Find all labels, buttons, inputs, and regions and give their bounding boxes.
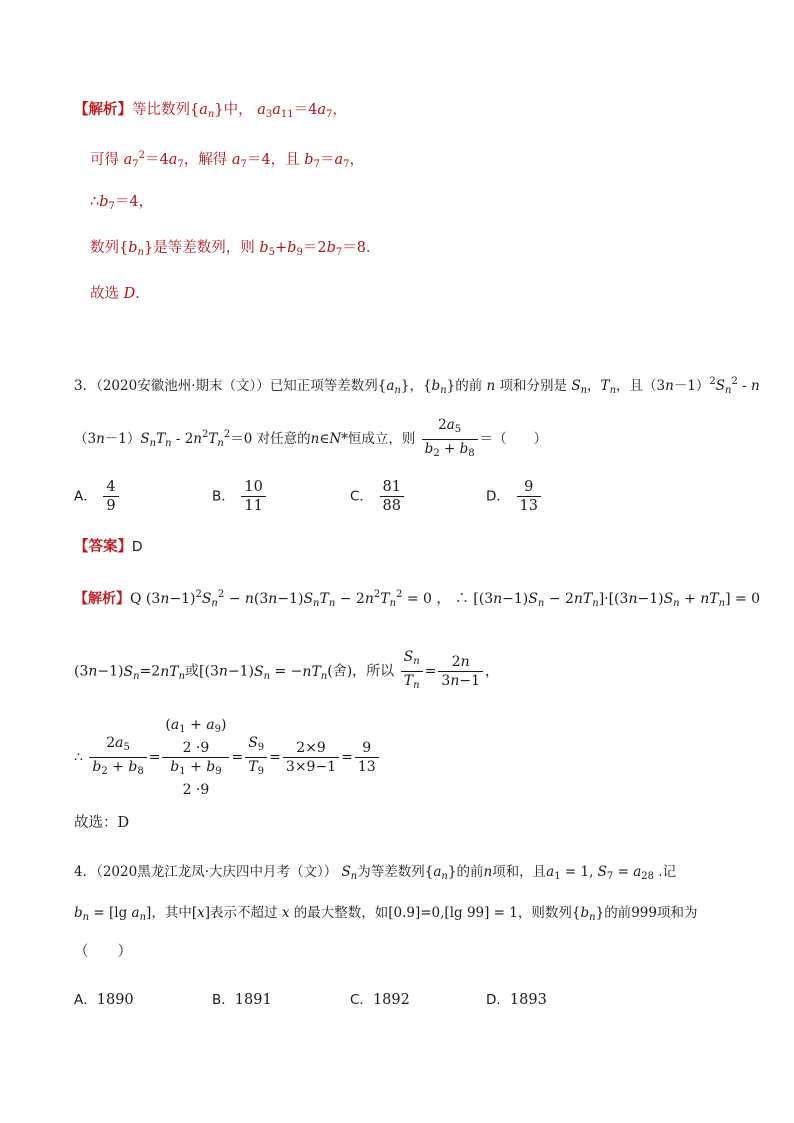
q3-analysis-line-1: 【解析】Q $(3n-1)^2S_n^2 - n(3n-1)S_nT_n - 2n^2T_n^2 = 0$ ， ∴ $[(3n-1)S_n - 2nT_n]\cdot[(3n-1)S_n + nT_n] = 0$: [74, 589, 761, 609]
q4-option-d[interactable]: D．1893: [486, 992, 547, 1008]
q3-answer: 【答案】D: [74, 539, 143, 555]
q3-stem-line-1: 3．（2020安徽池州·期末（文））已知正项等差数列$\{a_n\}$，$\{b_n\}$的前 n 项和分别是 $S_n$，$T_n$，且$(3n-1)^2S_n^2 - n$: [74, 376, 760, 396]
q3-stem-line-2: $(3n-1)S_nT_n - 2n^2T_n^2=0$ 对任意的n∈N*恒成立，则 $\frac{2a_5}{b_2 + b_8}$ ＝（ ）: [74, 416, 547, 463]
q3-analysis-line-2: $(3n-1)S_n=2nT_n$或[$(3n-1)S_n = -nT_n$(舍)，所以 $\frac{S_n}{T_n}$ = $\frac{2n}{3n-1}$ ，: [74, 649, 499, 691]
q4-option-c[interactable]: C．1892: [350, 992, 410, 1008]
q3-target-fraction: $\frac{2a_5}{b_2 + b_8}$: [422, 416, 478, 463]
q4-source: （2020黑龙江龙凤·大庆四中月考（文））: [96, 864, 338, 880]
q4-option-a[interactable]: A．1890: [74, 992, 134, 1008]
q3-option-a[interactable]: A． $\frac{4}{9}$: [74, 478, 121, 515]
q4-paren: （ ）: [74, 944, 132, 960]
solution-line-2: 可得 $a_7^2=4a_7$，解得 $a_7=4$，且 $b_7=a_7$，: [90, 150, 364, 170]
q4-number: 4．: [74, 864, 97, 880]
q3-option-b[interactable]: B． $\frac{10}{11}$: [212, 478, 268, 515]
solution-line-3: $\therefore b_7=4$，: [90, 194, 154, 212]
solution-line-4: 数列$\{b_n\}$是等差数列，则 $b_5+b_9=2b_7=8$．: [90, 240, 381, 258]
q3-conclusion: 故选：D: [74, 815, 130, 831]
q3-analysis-line-3: ∴ $\frac{2a_5}{b_2 + b_8}$ = $(a_1 + a_9)$ 2 ·9 $b_1 + b_9$ 2 ·9 = $\frac{S_9}{T_9}$ = $\frac{2\times 9}{3\times 9-1}$ = $\frac{9}{13}$: [74, 716, 381, 799]
solution-line-1: 【解析】等比数列$\{a_n\}$中， $a_3a_{11}=4a_7$，: [74, 102, 347, 120]
q4-stem-line-2: $b_n = [\lg$ $a_n$]，其中[x]表示不超过 x 的最大整数，如[0.9]=0,[lg 99] = 1，则数列$\{b_n\}$的前999项和为: [74, 905, 698, 923]
q4-stem-line-1: 4．（2020黑龙江龙凤·大庆四中月考（文）） $S_n$为等差数列$\{a_n\}$的前n项和，且$a_1 = 1$, $S_7 = a_{28}$ .记: [74, 864, 677, 882]
q3-option-d[interactable]: D． $\frac{9}{13}$: [486, 478, 543, 515]
q4-option-b[interactable]: B．1891: [212, 992, 272, 1008]
q3-option-c[interactable]: C． $\frac{81}{88}$: [350, 478, 406, 515]
analysis-tag: 【解析】: [74, 102, 132, 118]
solution-line-5: 故选 D．: [90, 286, 150, 302]
q3-number: 3．: [74, 378, 97, 394]
q3-source: （2020安徽池州·期末（文））: [96, 378, 270, 394]
